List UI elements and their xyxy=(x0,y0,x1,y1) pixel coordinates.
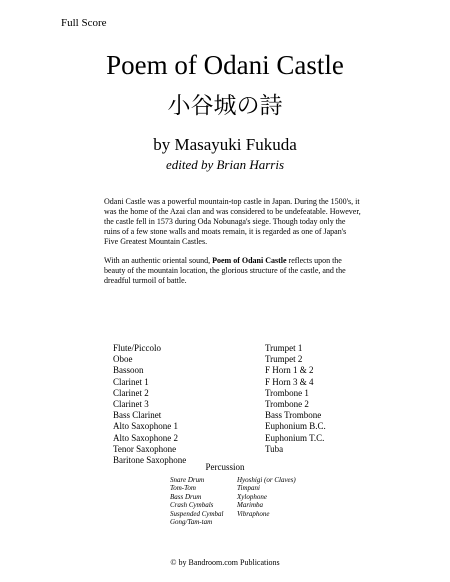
japanese-title: 小谷城の詩 xyxy=(167,93,283,119)
page-title: Poem of Odani Castle xyxy=(106,50,344,80)
percussion-list-left xyxy=(170,476,223,526)
percussion-item: Marimba xyxy=(237,501,264,510)
instrument-item: Bassoon xyxy=(113,365,144,376)
instrument-item: Trombone 2 xyxy=(265,399,309,410)
instrument-item: Trombone 1 xyxy=(265,387,309,398)
instrument-item: Tenor Saxophone xyxy=(113,443,177,454)
percussion-item: Gong/Tam-tam xyxy=(170,518,213,527)
instrument-item: Oboe xyxy=(113,354,133,365)
instrument-list-woodwinds xyxy=(113,343,186,466)
instrument-item: Bass Trombone xyxy=(265,410,322,421)
editor-credit: edited by Brian Harris xyxy=(165,157,285,172)
instrument-item: Tuba xyxy=(265,443,284,454)
instrument-item: F Horn 1 & 2 xyxy=(265,365,314,376)
percussion-item: Xylophone xyxy=(237,492,267,501)
percussion-list-right xyxy=(237,476,296,518)
instrument-item: F Horn 3 & 4 xyxy=(265,376,314,387)
percussion-item: Tom-Tom xyxy=(170,484,196,493)
copyright-footer: © by Bandroom.com Publications xyxy=(170,558,280,567)
percussion-item: Bass Drum xyxy=(170,492,202,501)
percussion-item: Snare Drum xyxy=(170,476,205,484)
piece-title-bold: Poem of Odani Castle xyxy=(212,256,287,265)
instrument-item: Alto Saxophone 2 xyxy=(113,432,178,443)
score-type-label: Full Score xyxy=(61,17,107,29)
percussion-heading: Percussion xyxy=(205,462,245,472)
instrument-item: Clarinet 3 xyxy=(113,399,149,410)
description-paragraph-1: Odani Castle was a powerful mountain-top castle in Japan. During the 1500's, it was the home of the Azai clan and was considered to be undefeatable. However, the castle fell in 1573 during Oda Nobunaga's siege. Though today only the ruins of a few stone walls and moats remain, it is regarded as one of Japan's Five Greatest Mountain Castles. xyxy=(104,197,361,246)
percussion-item: Crash Cymbals xyxy=(170,501,214,510)
composer-credit: by Masayuki Fukuda xyxy=(153,135,297,154)
instrument-item: Baritone Saxophone xyxy=(113,455,187,466)
percussion-item: Hyoshigi (or Claves) xyxy=(237,476,296,484)
percussion-item: Vibraphone xyxy=(237,509,270,518)
instrument-list-brass xyxy=(265,343,326,455)
instrument-item: Euphonium T.C. xyxy=(265,432,325,443)
instrument-item: Clarinet 1 xyxy=(113,376,149,387)
instrument-item: Trumpet 2 xyxy=(265,354,303,365)
instrument-item: Euphonium B.C. xyxy=(265,421,326,432)
percussion-item: Timpani xyxy=(237,484,260,493)
description-text: reflects upon the beauty of the mountain location, the glorious structure of the castle, and the dreadful turmoil of battle. xyxy=(104,256,346,285)
instrument-item: Alto Saxophone 1 xyxy=(113,421,178,432)
instrument-item: Trumpet 1 xyxy=(265,343,303,353)
instrument-item: Flute/Piccolo xyxy=(113,343,161,353)
description-paragraph-2 xyxy=(104,256,362,286)
description-text: With an authentic oriental sound, xyxy=(104,256,213,265)
percussion-item: Suspended Cymbal xyxy=(170,509,224,518)
instrument-item: Bass Clarinet xyxy=(113,410,162,421)
instrument-item: Clarinet 2 xyxy=(113,387,149,398)
